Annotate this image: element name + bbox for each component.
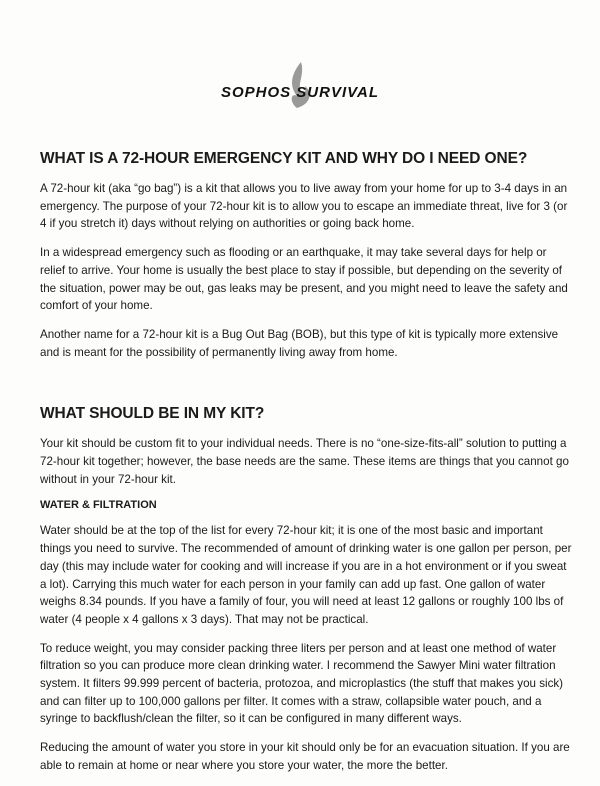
section-heading-kit-contents: WHAT SHOULD BE IN MY KIT? bbox=[40, 405, 265, 423]
subheading-water-filtration: WATER & FILTRATION bbox=[40, 499, 157, 512]
paragraph: In a widespread emergency such as flooding or an earthquake, it may take several days for help or relief to arrive. Your home is usually the best place to stay if possible, but depending on the severity of the situation, power may be out, gas leaks may be present, and you might need to leave the safety and comfort of your home. bbox=[40, 246, 568, 313]
paragraph: Your kit should be custom fit to your individual needs. There is no “one-size-fits-all” solution to putting a 72-hour kit together; however, the base needs are the same. These items are things that you cannot go without in your 72-hour kit. bbox=[40, 437, 569, 486]
section-heading-what-is: WHAT IS A 72-HOUR EMERGENCY KIT AND WHY DO I NEED ONE? bbox=[40, 150, 528, 167]
logo-text: SOPHOS SURVIVAL bbox=[220, 84, 380, 101]
document-body bbox=[40, 150, 572, 786]
paragraph: A 72-hour kit (aka “go bag”) is a kit that allows you to live away from your home for up to 3-4 days in an emergency. The purpose of your 72-hour kit is to allow you to escape an immediate threat, live for 3 (or 4 if you stretch it) days without relying on authorities or going back home. bbox=[40, 182, 568, 231]
paragraph: Water should be at the top of the list for every 72-hour kit; it is one of the most basic and important things you need to survive. The recommended of amount of drinking water is one gallon per person, per day (this may include water for cooking and will increase if you are in a hot environment or if you sweat a lot). Carrying this much water for each person in your family can add up fast. One gallon of water weighs 8.34 pounds. If you have a family of four, you will need at least 12 gallons or roughly 100 lbs of water (4 people x 4 gallons x 3 days). That may not be practical. bbox=[40, 524, 572, 626]
sophos-survival-logo bbox=[205, 62, 395, 112]
paragraph: Another name for a 72-hour kit is a Bug Out Bag (BOB), but this type of kit is typically more extensive and is meant for the possibility of permanently living away from home. bbox=[40, 327, 559, 359]
paragraph: To reduce weight, you may consider packing three liters per person and at least one method of water filtration so you can produce more clean drinking water. I recommend the Sawyer Mini water filtration system. It filters 99.999 percent of bacteria, protozoa, and microplastics (the stuff that makes you sick) and can filter up to 100,000 gallons per filter. It comes with a straw, collapsible water pouch, and a syringe to backflush/clean the filter, so it can be configured in many different ways. bbox=[40, 641, 564, 726]
paragraph: Reducing the amount of water you store in your kit should only be for an evacuation situation. If you are able to remain at home or near where you store your water, the more the better. bbox=[40, 741, 570, 772]
